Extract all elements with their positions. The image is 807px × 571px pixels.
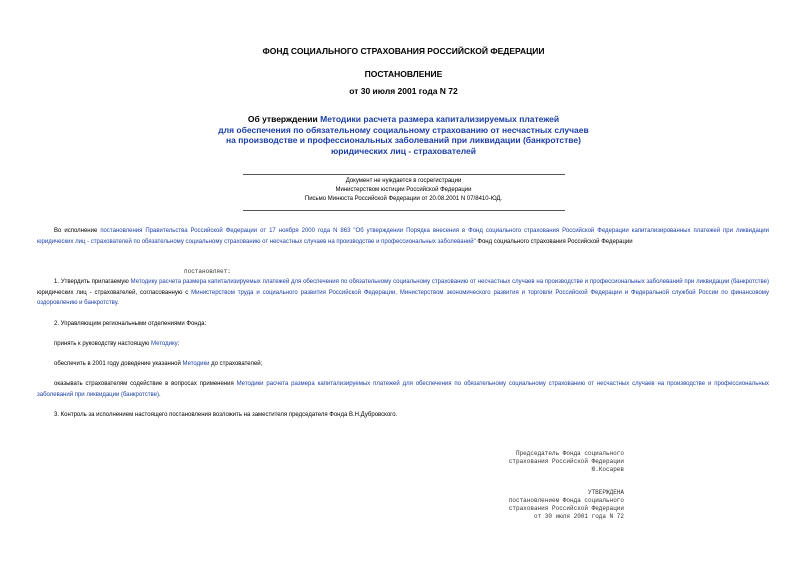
government-resolution-link[interactable]: постановления Правительства Российской Федерации от 17 ноября 2000 года N 863 "Об утверждении Порядка внесения в Фонд социального страхования Российской Федерации капитализированных платежей при ликвидации юридических лиц - страхователей по обязательному социальному страхованию от несчастных случаев на производстве и профессиональных заболеваний": [37, 228, 769, 245]
item-2-sub-2-end: до страхователей;: [209, 361, 263, 367]
registration-line-3: Письмо Минюста Российской Федерации от 20.08.2001 N 07/8410-ЮД.: [304, 196, 503, 202]
methodology-link-sub-2[interactable]: Методики: [182, 361, 210, 367]
resolves-word: постановляет:: [184, 268, 231, 275]
document-date: от 30 июля 2001 года N 72: [349, 86, 458, 96]
preamble-end: Фонд социального страхования Российской Федерации: [475, 238, 633, 245]
title-line-3[interactable]: на производстве и профессиональных заболеваний при ликвидации (банкротстве): [226, 135, 581, 145]
organization-name: ФОНД СОЦИАЛЬНОГО СТРАХОВАНИЯ РОССИЙСКОЙ ФЕДЕРАЦИИ: [262, 46, 545, 56]
item-2-sub-3-end: .: [158, 391, 161, 398]
registration-note: [0, 177, 807, 204]
signature-line-1: Председатель Фонда социального: [515, 450, 624, 457]
preamble-paragraph: [37, 226, 769, 247]
methodology-link-sub-3[interactable]: Методики расчета размера капитализируемых платежей для обеспечения по обязательному социальному страхованию от несчастных случаев на производстве и профессиональных заболеваний при ликвидации (банкротстве): [37, 381, 770, 398]
item-2-sub-2-start: обеспечить в 2001 году доведение указанной: [54, 361, 183, 367]
item-3-paragraph: 3. Контроль за исполнением настоящего постановления возложить на заместителя председателя Фонда В.Н.Дубровского.: [54, 412, 398, 418]
methodology-link-item-1[interactable]: Методику расчета размера капитализируемых платежей для обеспечения по обязательному социальному страхованию от несчастных случаев на производстве и профессиональных заболеваний при ликвидации (банкротстве): [130, 279, 769, 285]
title-line-2[interactable]: для обеспечения по обязательному социальному страхованию от несчастных случаев: [218, 124, 589, 135]
item-1-end: .: [117, 300, 119, 306]
document-title: [0, 114, 807, 156]
item-2-sub-2: [37, 359, 769, 370]
divider-bottom: [243, 210, 565, 211]
item-2-sub-3: [37, 379, 769, 400]
signature-line-2: страхования Российской Федерации: [508, 458, 624, 465]
item-1-paragraph: [37, 277, 769, 309]
approval-line-2: постановлением Фонда социального: [508, 497, 624, 504]
document-type: ПОСТАНОВЛЕНИЕ: [364, 69, 443, 79]
title-methodology-link[interactable]: Методики расчета размера капитализируемых платежей: [320, 114, 560, 124]
item-2-sub-3-start: оказывать страхователям содействие в вопросах применения: [54, 381, 237, 387]
item-1-middle: юридических лиц - страхователей, согласованную с: [37, 289, 192, 296]
methodology-link-sub-1[interactable]: Методику: [151, 341, 178, 347]
signature-line-3: Ю.Косарев: [591, 466, 624, 473]
title-prefix: Об утверждении: [247, 114, 321, 124]
registration-line-2: Министерством юстиции Российской Федерации: [335, 187, 472, 193]
item-2-sub-1: [37, 339, 769, 350]
ministries-link[interactable]: Министерством труда и социального развития Российской Федерации, Министерством экономического развития и торговли Российской Федерации и Федеральной службой России по финансовому оздоровлению и банкротству: [37, 289, 769, 306]
approval-line-3: страхования Российской Федерации: [508, 505, 624, 512]
item-2-sub-1-start: принять к руководству настоящую: [54, 341, 152, 347]
divider-top: [243, 174, 565, 175]
preamble-start: Во исполнение: [54, 228, 101, 234]
approval-line-4: от 30 июля 2001 года N 72: [533, 513, 624, 520]
approval-block: [440, 489, 624, 521]
signature-block: [440, 450, 624, 474]
item-1-start: 1. Утвердить прилагаемую: [54, 279, 131, 285]
item-2-paragraph: 2. Управляющим региональными отделениями Фонда:: [54, 321, 207, 327]
title-line-4[interactable]: юридических лиц - страхователей: [330, 145, 477, 156]
registration-line-1: Документ не нуждается в госрегистрации: [345, 178, 462, 184]
approval-line-1: УТВЕРЖДЕНА: [587, 489, 624, 496]
item-2-sub-1-end: ;: [177, 341, 180, 347]
